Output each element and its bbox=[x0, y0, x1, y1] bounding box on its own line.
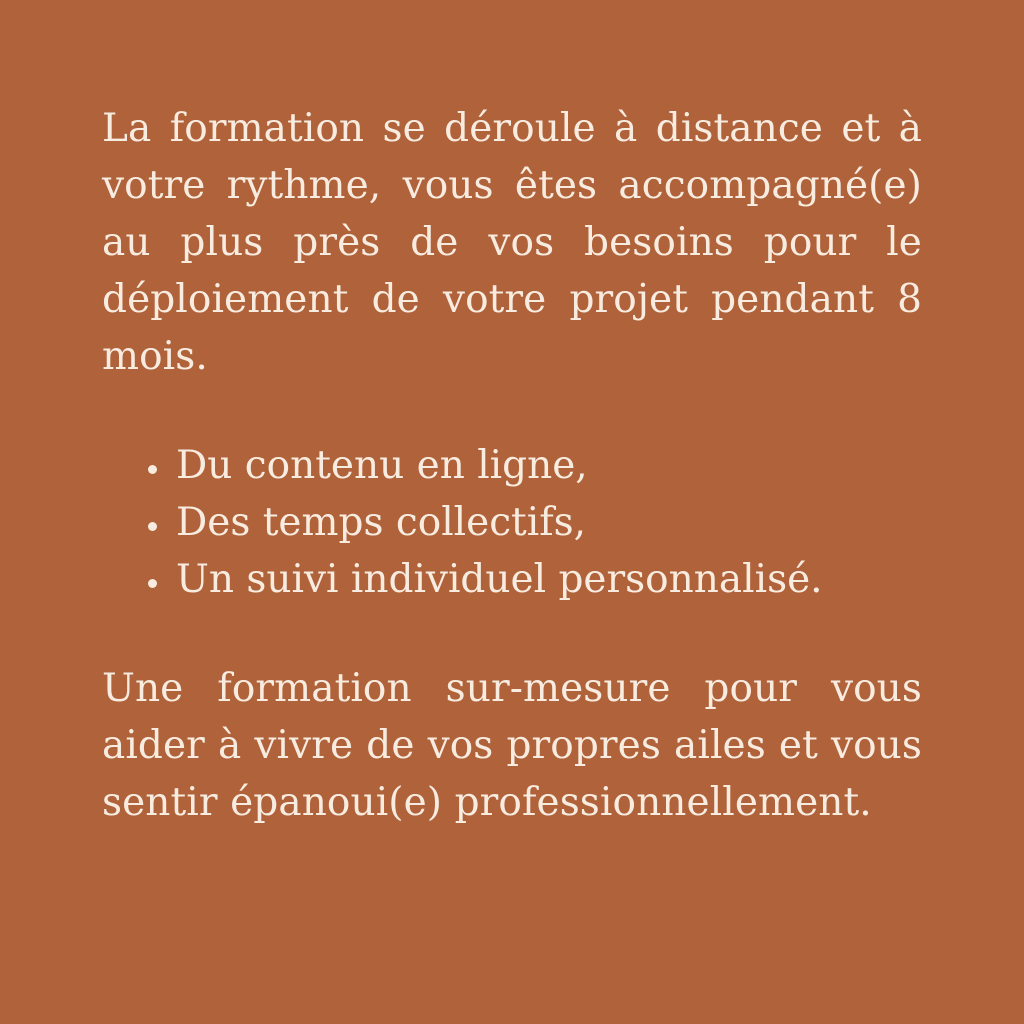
list-item: • Un suivi individuel personnalisé. bbox=[172, 551, 922, 608]
features-list bbox=[102, 437, 922, 608]
list-item: • Du contenu en ligne, bbox=[172, 437, 922, 494]
list-item: • Des temps collectifs, bbox=[172, 494, 922, 551]
intro-paragraph: La formation se déroule à distance et à votre rythme, vous êtes accompagné(e) au plus près de vos besoins pour le déploiement de votre projet pendant 8 mois. bbox=[102, 106, 922, 379]
outro-paragraph: Une formation sur-mesure pour vous aider à vivre de vos propres ailes et vous sentir épanoui(e) professionnellement. bbox=[102, 666, 922, 825]
